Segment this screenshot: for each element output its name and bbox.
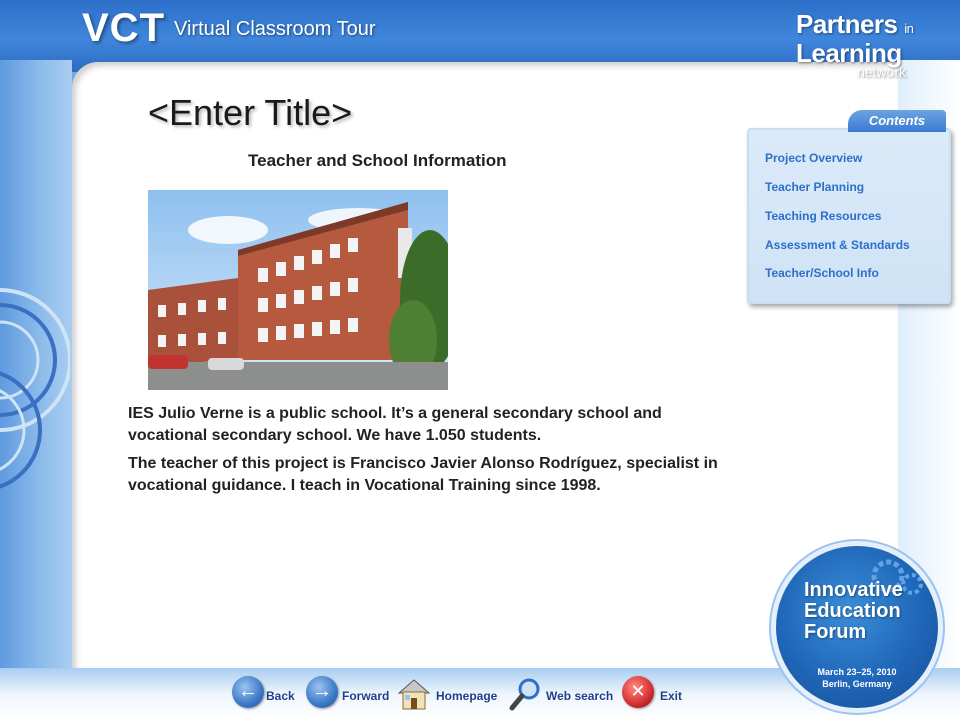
web-search-button[interactable]: [508, 676, 624, 712]
right-arrow-icon: →: [306, 676, 338, 708]
homepage-label: Homepage: [436, 689, 498, 703]
body-text: [128, 403, 728, 503]
forward-label: Forward: [342, 689, 390, 703]
forum-date: [776, 666, 938, 690]
contents-item-teacher-planning[interactable]: Teacher Planning: [765, 180, 865, 194]
exit-button[interactable]: [622, 676, 692, 712]
back-button[interactable]: [232, 676, 302, 712]
swirl-decoration: [0, 250, 70, 550]
contents-item-teaching-resources[interactable]: Teaching Resources: [765, 209, 882, 223]
forward-button[interactable]: [306, 676, 398, 712]
pil-line2: Learning: [796, 38, 902, 68]
forum-title: [804, 580, 924, 643]
contents-tab: Contents: [848, 110, 946, 132]
vct-logo: VCT: [82, 6, 165, 50]
web-search-label: Web search: [546, 689, 614, 703]
magnifier-icon: [508, 676, 544, 712]
house-icon: [396, 676, 432, 712]
pil-line1: Partners: [796, 9, 898, 39]
back-label: Back: [266, 689, 295, 703]
forum-date-range: March 23–25, 2010: [817, 667, 897, 677]
school-photo: [148, 190, 448, 390]
close-icon: ✕: [622, 676, 654, 708]
innovative-education-forum-logo: [776, 546, 938, 708]
contents-item-teacher-school-info[interactable]: Teacher/School Info: [765, 266, 879, 280]
pil-line1-small: in: [904, 21, 914, 36]
vct-subtitle: Virtual Classroom Tour: [174, 18, 376, 40]
pil-line3: network: [856, 64, 906, 80]
partners-in-learning-logo: [796, 9, 946, 80]
homepage-button[interactable]: [396, 676, 506, 712]
forum-title-line1: Innovative: [804, 579, 903, 601]
forum-location: Berlin, Germany: [822, 679, 892, 689]
contents-item-project-overview[interactable]: Project Overview: [765, 151, 863, 165]
forum-title-line2: Education: [804, 600, 901, 622]
paragraph-teacher: The teacher of this project is Francisco Javier Alonso Rodríguez, specialist in vocational guidance. I teach in Vocational Training since 1998.: [128, 455, 718, 494]
forum-title-line3: Forum: [804, 621, 867, 643]
page-title: <Enter Title>: [148, 92, 353, 133]
exit-label: Exit: [660, 689, 683, 703]
contents-item-assessment-standards[interactable]: Assessment & Standards: [765, 238, 910, 252]
page-subtitle: Teacher and School Information: [248, 151, 507, 170]
paragraph-school: IES Julio Verne is a public school. It’s a general secondary school and vocational secondary school. We have 1.050 students.: [128, 405, 662, 444]
left-arrow-icon: ←: [232, 676, 264, 708]
